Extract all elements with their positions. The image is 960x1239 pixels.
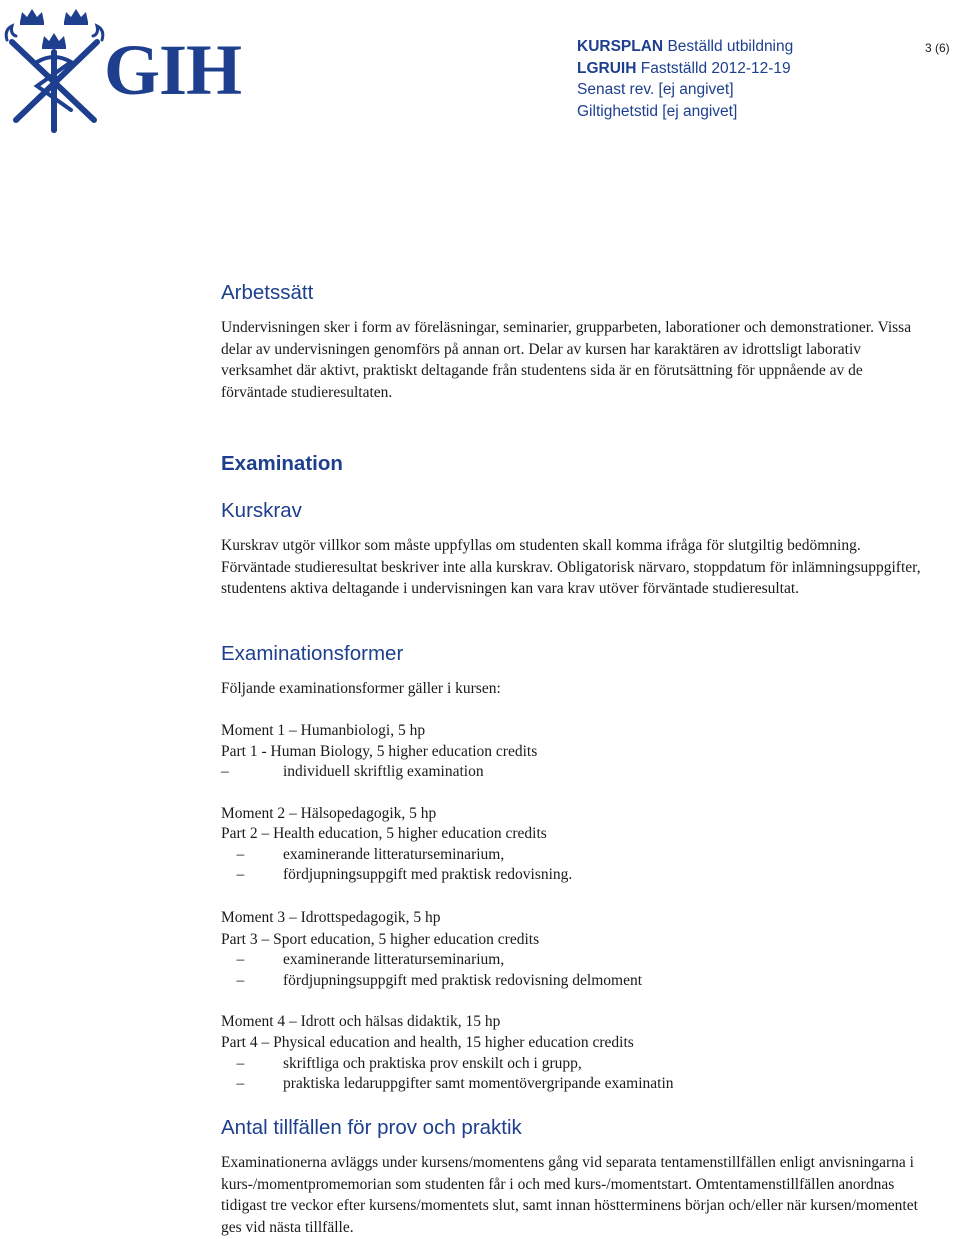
moment-4-item: – praktiska ledaruppgifter samt momentövergripande examinatin <box>221 1075 674 1092</box>
moment-4-en: Part 4 – Physical education and health, 15 higher education credits <box>221 1034 634 1051</box>
paragraph-antal-tillfallen: Examinationerna avläggs under kursens/momentens gång vid separata tentamenstillfällen enligt anvisningarna i kurs-/momentpromemorian som studenten får i och med kurs-/momentstart. Omtentamenstillfällen anordnas tidigast tre veckor efter kursens/momentets slut, samt innan höstterminens början och/eller när kursen/momentet ges vid nästa tillfälle. <box>221 1154 918 1236</box>
crown-icon <box>42 33 66 49</box>
moment-3-sv: Moment 3 – Idrottspedagogik, 5 hp <box>221 909 441 926</box>
header-line-2: LGRUIH Fastställd 2012-12-19 <box>577 59 791 77</box>
moment-1-item: – individuell skriftlig examination <box>221 763 484 780</box>
header-line-4: Giltighetstid [ej angivet] <box>577 102 738 120</box>
moment-3-item: – examinerande litteraturseminarium, <box>221 951 505 968</box>
paragraph-kurskrav: Kurskrav utgör villkor som måste uppfyllas om studenten skall komma ifråga för slutgiltig bedömning. Förväntade studieresultat beskriver inte alla kurskrav. Obligatorisk närvaro, stoppdatum för inlämningsuppgifter, studentens aktiva deltagande i undervisningen kan vara krav utöver förväntade studieresultat. <box>221 537 921 597</box>
heading-examination: Examination <box>221 452 343 475</box>
heading-arbetssatt: Arbetssätt <box>221 281 314 304</box>
crown-icon <box>64 9 88 25</box>
moment-3-item: – fördjupningsuppgift med praktisk redovisning delmoment <box>221 972 643 989</box>
document-header <box>577 36 793 122</box>
moment-3-en: Part 3 – Sport education, 5 higher education credits <box>221 931 540 948</box>
page-number: 3 (6) <box>925 41 950 55</box>
heading-antal-tillfallen: Antal tillfällen för prov och praktik <box>221 1116 522 1139</box>
moment-1-sv: Moment 1 – Humanbiologi, 5 hp <box>221 722 426 739</box>
paragraph-arbetssatt: Undervisningen sker i form av föreläsningar, seminarier, grupparbeten, laborationer och demonstrationer. Vissa delar av undervisningen genomförs på annan ort. Delar av kursen har karaktären av idrottsligt laborativ verksamhet där aktivt, praktiskt deltagande från studentens sida är en förutsättning för uppnående av de förväntade studieresultaten. <box>221 319 912 401</box>
moment-2-sv: Moment 2 – Hälsopedagogik, 5 hp <box>221 805 437 822</box>
heading-kurskrav: Kurskrav <box>221 499 302 522</box>
examinationsformer-intro: Följande examinationsformer gäller i kursen: <box>221 680 501 697</box>
heading-examinationsformer: Examinationsformer <box>221 642 404 665</box>
moment-2-en: Part 2 – Health education, 5 higher education credits <box>221 825 547 842</box>
moment-2-item: – examinerande litteraturseminarium, <box>221 846 505 863</box>
crown-icon <box>20 9 44 25</box>
moment-2-item: – fördjupningsuppgift med praktisk redovisning. <box>221 866 573 883</box>
header-line-3: Senast rev. [ej angivet] <box>577 81 734 98</box>
moment-4-sv: Moment 4 – Idrott och hälsas didaktik, 15 hp <box>221 1013 501 1030</box>
header-line-1: KURSPLAN Beställd utbildning <box>577 38 794 55</box>
moment-4-item: – skriftliga och praktiska prov enskilt och i grupp, <box>221 1055 582 1072</box>
logo-text: GIH <box>104 30 242 110</box>
moment-1-en: Part 1 - Human Biology, 5 higher education credits <box>221 743 538 760</box>
